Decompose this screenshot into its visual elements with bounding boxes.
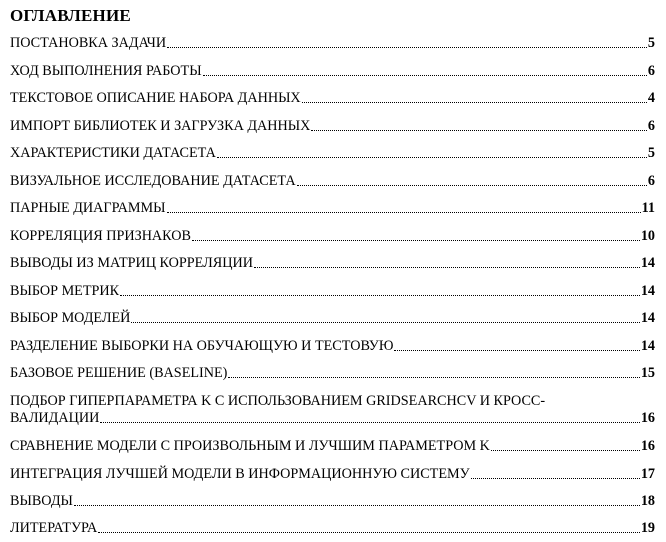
toc-entry-label: ВЫБОР МЕТРИК bbox=[10, 283, 120, 299]
toc-entry-baseline[interactable] bbox=[10, 365, 655, 382]
toc-entry-dataset-description[interactable] bbox=[10, 90, 655, 107]
dot-leader bbox=[203, 75, 647, 76]
toc-entry-train-test-split[interactable] bbox=[10, 338, 655, 355]
dot-leader bbox=[297, 185, 647, 186]
toc-entry-page: 16 bbox=[640, 410, 655, 426]
toc-entry-label: ИНТЕГРАЦИЯ ЛУЧШЕЙ МОДЕЛИ В ИНФОРМАЦИОННУЮ СИСТЕМУ bbox=[10, 466, 470, 482]
dot-leader bbox=[228, 377, 639, 378]
toc-entry-label: ВИЗУАЛЬНОЕ ИССЛЕДОВАНИЕ ДАТАСЕТА bbox=[10, 173, 296, 189]
toc-entry-problem-statement[interactable] bbox=[10, 35, 655, 52]
toc-entry-label: ИМПОРТ БИБЛИОТЕК И ЗАГРУЗКА ДАННЫХ bbox=[10, 118, 311, 134]
toc-entry-label: ХОД ВЫПОЛНЕНИЯ РАБОТЫ bbox=[10, 63, 202, 79]
dot-leader bbox=[302, 102, 647, 103]
dot-leader bbox=[311, 130, 646, 131]
toc-entry-label: СРАВНЕНИЕ МОДЕЛИ С ПРОИЗВОЛЬНЫМ И ЛУЧШИМ ПАРАМЕТРОМ K bbox=[10, 438, 490, 454]
toc-entry-hyperparameter-tuning[interactable] bbox=[10, 393, 655, 427]
dot-leader bbox=[167, 47, 647, 48]
toc-entry-page: 14 bbox=[640, 338, 655, 354]
toc-entry-work-progress[interactable] bbox=[10, 63, 655, 80]
toc-entry-dataset-characteristics[interactable] bbox=[10, 145, 655, 162]
toc-entry-label: ЛИТЕРАТУРА bbox=[10, 520, 98, 536]
toc-entry-page: 18 bbox=[640, 493, 655, 509]
dot-leader bbox=[192, 240, 640, 241]
toc-entry-label: ВЫВОДЫ ИЗ МАТРИЦ КОРРЕЛЯЦИИ bbox=[10, 255, 253, 271]
toc-entry-label: КОРРЕЛЯЦИЯ ПРИЗНАКОВ bbox=[10, 228, 192, 244]
toc-entry-label-line2: ВАЛИДАЦИИ bbox=[10, 410, 100, 426]
dot-leader bbox=[167, 212, 641, 213]
toc-entry-label: ПОСТАНОВКА ЗАДАЧИ bbox=[10, 35, 167, 51]
toc-entry-page: 19 bbox=[640, 520, 655, 536]
toc-title: ОГЛАВЛЕНИЕ bbox=[10, 6, 131, 25]
toc-entry-page: 16 bbox=[640, 438, 655, 454]
dot-leader bbox=[254, 267, 640, 268]
toc-entry-model-comparison[interactable] bbox=[10, 438, 655, 455]
toc-entry-page: 10 bbox=[640, 228, 655, 244]
dot-leader bbox=[217, 157, 647, 158]
dot-leader bbox=[471, 478, 640, 479]
dot-leader bbox=[74, 505, 640, 506]
toc-entry-label: ХАРАКТЕРИСТИКИ ДАТАСЕТА bbox=[10, 145, 216, 161]
toc-entry-page: 17 bbox=[640, 466, 655, 482]
toc-entry-page: 4 bbox=[647, 90, 655, 106]
toc-entry-label: ВЫБОР МОДЕЛЕЙ bbox=[10, 310, 131, 326]
dot-leader bbox=[120, 295, 640, 296]
dot-leader bbox=[394, 350, 639, 351]
toc-entry-page: 14 bbox=[640, 255, 655, 271]
toc-entry-page: 11 bbox=[641, 200, 655, 216]
toc-entry-label-line1: ПОДБОР ГИПЕРПАРАМЕТРА K С ИСПОЛЬЗОВАНИЕМ GRIDSEARCHCV И КРОСС- bbox=[10, 393, 546, 409]
toc-entry-page: 5 bbox=[647, 35, 655, 51]
toc-entry-label: ТЕКСТОВОЕ ОПИСАНИЕ НАБОРА ДАННЫХ bbox=[10, 90, 301, 106]
dot-leader bbox=[131, 322, 639, 323]
toc-entry-references[interactable] bbox=[10, 520, 655, 537]
toc-entry-label: РАЗДЕЛЕНИЕ ВЫБОРКИ НА ОБУЧАЮЩУЮ И ТЕСТОВУЮ bbox=[10, 338, 394, 354]
toc-entry-pair-plots[interactable] bbox=[10, 200, 655, 217]
toc-entry-page: 6 bbox=[647, 118, 655, 134]
toc-entry-model-integration[interactable] bbox=[10, 466, 655, 483]
toc-entry-page: 15 bbox=[640, 365, 655, 381]
toc-entry-page: 14 bbox=[640, 310, 655, 326]
toc-entry-conclusions[interactable] bbox=[10, 493, 655, 510]
dot-leader bbox=[491, 450, 640, 451]
toc-entry-label: БАЗОВОЕ РЕШЕНИЕ (BASELINE) bbox=[10, 365, 228, 381]
dot-leader bbox=[100, 422, 639, 423]
toc-entry-page: 6 bbox=[647, 173, 655, 189]
toc-entry-label: ПАРНЫЕ ДИАГРАММЫ bbox=[10, 200, 166, 216]
toc-entry-label: ВЫВОДЫ bbox=[10, 493, 73, 509]
toc-entry-metric-selection[interactable] bbox=[10, 283, 655, 300]
toc-entry-visual-exploration[interactable] bbox=[10, 173, 655, 190]
toc-entry-feature-correlation[interactable] bbox=[10, 228, 655, 245]
toc-entry-page: 6 bbox=[647, 63, 655, 79]
dot-leader bbox=[98, 532, 640, 533]
toc-entry-correlation-conclusions[interactable] bbox=[10, 255, 655, 272]
toc-entry-model-selection[interactable] bbox=[10, 310, 655, 327]
toc-entry-import-libraries[interactable] bbox=[10, 118, 655, 135]
toc-entry-page: 5 bbox=[647, 145, 655, 161]
toc-entry-page: 14 bbox=[640, 283, 655, 299]
